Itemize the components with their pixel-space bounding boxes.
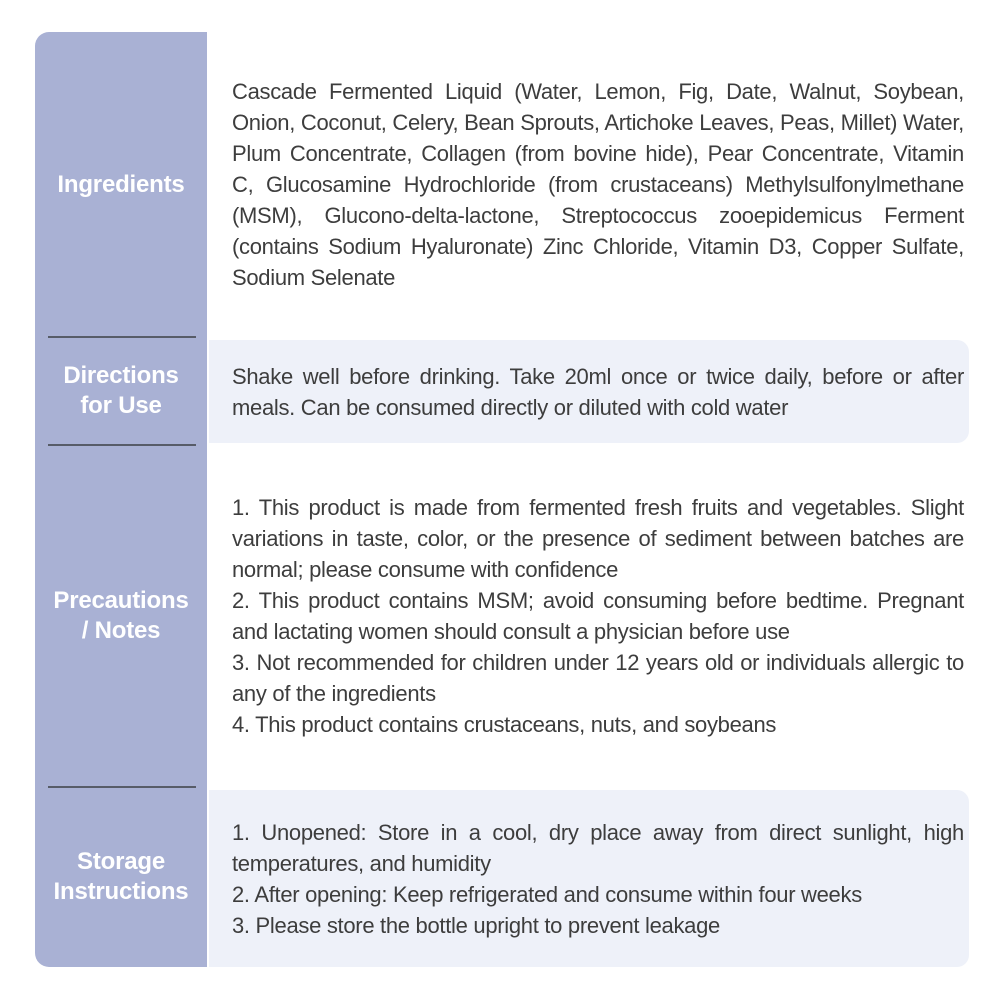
- row-label-text: Precautions: [53, 587, 189, 614]
- table-row-precautions: [35, 445, 969, 787]
- storage-item: 2. After opening: Keep refrigerated and consume within four weeks: [232, 881, 862, 907]
- row-label-directions: [35, 337, 207, 445]
- row-label-text: Storage: [77, 848, 165, 875]
- ingredients-content: [207, 32, 969, 337]
- table-row-storage: [35, 787, 969, 967]
- directions-content: [209, 340, 969, 443]
- storage-item: 1. Unopened: Store in a cool, dry place away from direct sunlight, high temperatures, and humidity: [232, 819, 964, 876]
- directions-paragraph: Shake well before drinking. Take 20ml once or twice daily, before or after meals. Can be consumed directly or diluted with cold water: [232, 363, 964, 420]
- precautions-item: 3. Not recommended for children under 12 years old or individuals allergic to any of the ingredients: [232, 650, 964, 706]
- row-label-ingredients: [35, 32, 207, 337]
- storage-content: [209, 790, 969, 967]
- row-label-text: Directions: [63, 362, 179, 389]
- precautions-content: [207, 445, 969, 787]
- precautions-item: 2. This product contains MSM; avoid consuming before bedtime. Pregnant and lactating women should consult a physician before use: [232, 588, 964, 644]
- row-label-text: Ingredients: [57, 170, 185, 198]
- row-divider: [48, 336, 196, 338]
- product-info-table: [35, 32, 969, 967]
- row-label-precautions: [35, 445, 207, 787]
- precautions-item: 4. This product contains crustaceans, nuts, and soybeans: [232, 712, 777, 737]
- storage-item: 3. Please store the bottle upright to prevent leakage: [232, 912, 720, 938]
- row-label-storage: [35, 787, 207, 967]
- table-row-ingredients: [35, 32, 969, 337]
- precautions-item: 1. This product is made from fermented fresh fruits and vegetables. Slight variations in taste, color, or the presence of sediment between batches are normal; please consume with confidence: [232, 495, 964, 582]
- row-divider: [48, 444, 196, 446]
- table-row-directions: [35, 337, 969, 445]
- row-divider: [48, 786, 196, 788]
- row-label-text: for Use: [80, 392, 162, 419]
- row-label-text: Instructions: [53, 878, 189, 905]
- row-label-text: / Notes: [81, 617, 161, 644]
- ingredients-paragraph: Cascade Fermented Liquid (Water, Lemon, Fig, Date, Walnut, Soybean, Onion, Coconut, Celery, Bean Sprouts, Artichoke Leaves, Peas, Millet) Water, Plum Concentrate, Collagen (from bovine hide), Pear Concentrate, Vitamin C, Glucosamine Hydrochloride (from crustaceans) Methylsulfonylmethane (MSM), Glucono-delta-lactone, Streptococcus zooepidemicus Ferment (contains Sodium Hyaluronate) Zinc Chloride, Vitamin D3, Copper Sulfate, Sodium Selenate: [232, 79, 964, 290]
